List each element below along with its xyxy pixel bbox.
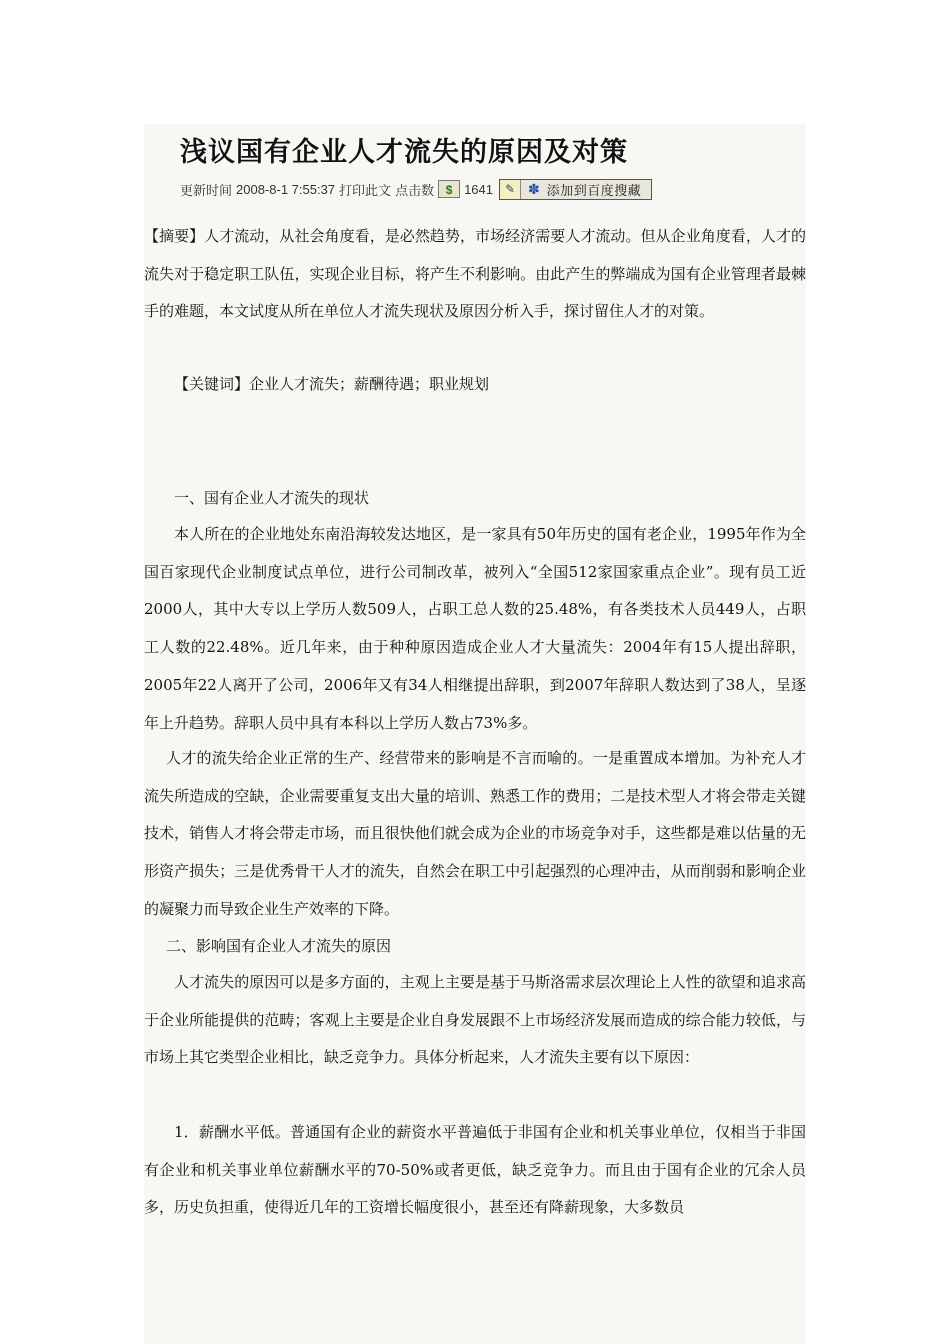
add-to-baidu-button[interactable] xyxy=(499,179,652,200)
section-1-heading: 一、国有企业人才流失的现状 xyxy=(174,489,370,507)
keywords-paragraph: 【关键词】企业人才流失；薪酬待遇；职业规划 xyxy=(174,375,490,393)
print-link[interactable]: 打印此文 xyxy=(339,182,392,198)
section-2-paragraph-2: 1．薪酬水平低。普通国有企业的薪资水平普遍低于非国有企业和机关事业单位，仅相当于非国有企业和机关事业单位薪酬水平的70-50%或者更低，缺乏竞争力。而且由于国有企业的冗余人员多，历史负担重，使得近几年的工资增长幅度很小，甚至还有降薪现象，大多数员 xyxy=(144,1123,806,1217)
section-1-paragraph-1: 本人所在的企业地处东南沿海较发达地区，是一家具有50年历史的国有老企业，1995年作为全国百家现代企业制度试点单位，进行公司制改革，被列入“全国512家国家重点企业”。现有员工近2000人，其中大专以上学历人数509人，占职工总人数的25.48%，有各类技术人员449人，占职工人数的22.48%。近几年来，由于种种原因造成企业人才大量流失：2004年有15人提出辞职，2005年22人离开了公司，2006年又有34人相继提出辞职，到2007年辞职人数达到了38人，呈逐年上升趋势。辞职人员中具有本科以上学历人数占73%多。 xyxy=(144,525,806,732)
clicks-icon: $ xyxy=(438,180,460,198)
update-label: 更新时间 xyxy=(180,182,233,198)
abstract-paragraph: 【摘要】人才流动，从社会角度看，是必然趋势，市场经济需要人才流动。但从企业角度看，人才的流失对于稳定职工队伍，实现企业目标，将产生不利影响。由此产生的弊端成为国有企业管理者最棘手的难题，本文试度从所在单位人才流失现状及原因分析入手，探讨留住人才的对策。 xyxy=(144,227,806,321)
clicks-count: 1641 xyxy=(464,181,493,197)
section-2-heading: 二、影响国有企业人才流失的原因 xyxy=(166,937,392,955)
clicks-label: 点击数 xyxy=(395,182,435,198)
add-to-baidu-label: 添加到百度搜藏 xyxy=(546,183,642,199)
update-time: 2008-8-1 7:55:37 xyxy=(236,181,336,197)
bookmark-icon: ✎ xyxy=(500,180,521,199)
baidu-paw-icon: ✽ xyxy=(528,180,540,197)
article-title: 浅议国有企业人才流失的原因及对策 xyxy=(180,137,628,168)
section-1-paragraph-2: 人才的流失给企业正常的生产、经营带来的影响是不言而喻的。一是重置成本增加。为补充人才流失所造成的空缺，企业需要重复支出大量的培训、熟悉工作的费用；二是技术型人才将会带走关键技术，销售人才将会带走市场，而且很快他们就会成为企业的市场竞争对手，这些都是难以估量的无形资产损失；三是优秀骨干人才的流失，自然会在职工中引起强烈的心理冲击，从而削弱和影响企业的凝聚力而导致企业生产效率的下降。 xyxy=(144,749,806,918)
section-2-paragraph-1: 人才流失的原因可以是多方面的，主观上主要是基于马斯洛需求层次理论上人性的欲望和追求高于企业所能提供的范畴；客观上主要是企业自身发展跟不上市场经济发展而造成的综合能力较低，与市场上其它类型企业相比，缺乏竞争力。具体分析起来，人才流失主要有以下原因： xyxy=(144,973,806,1067)
article-meta xyxy=(180,178,656,200)
